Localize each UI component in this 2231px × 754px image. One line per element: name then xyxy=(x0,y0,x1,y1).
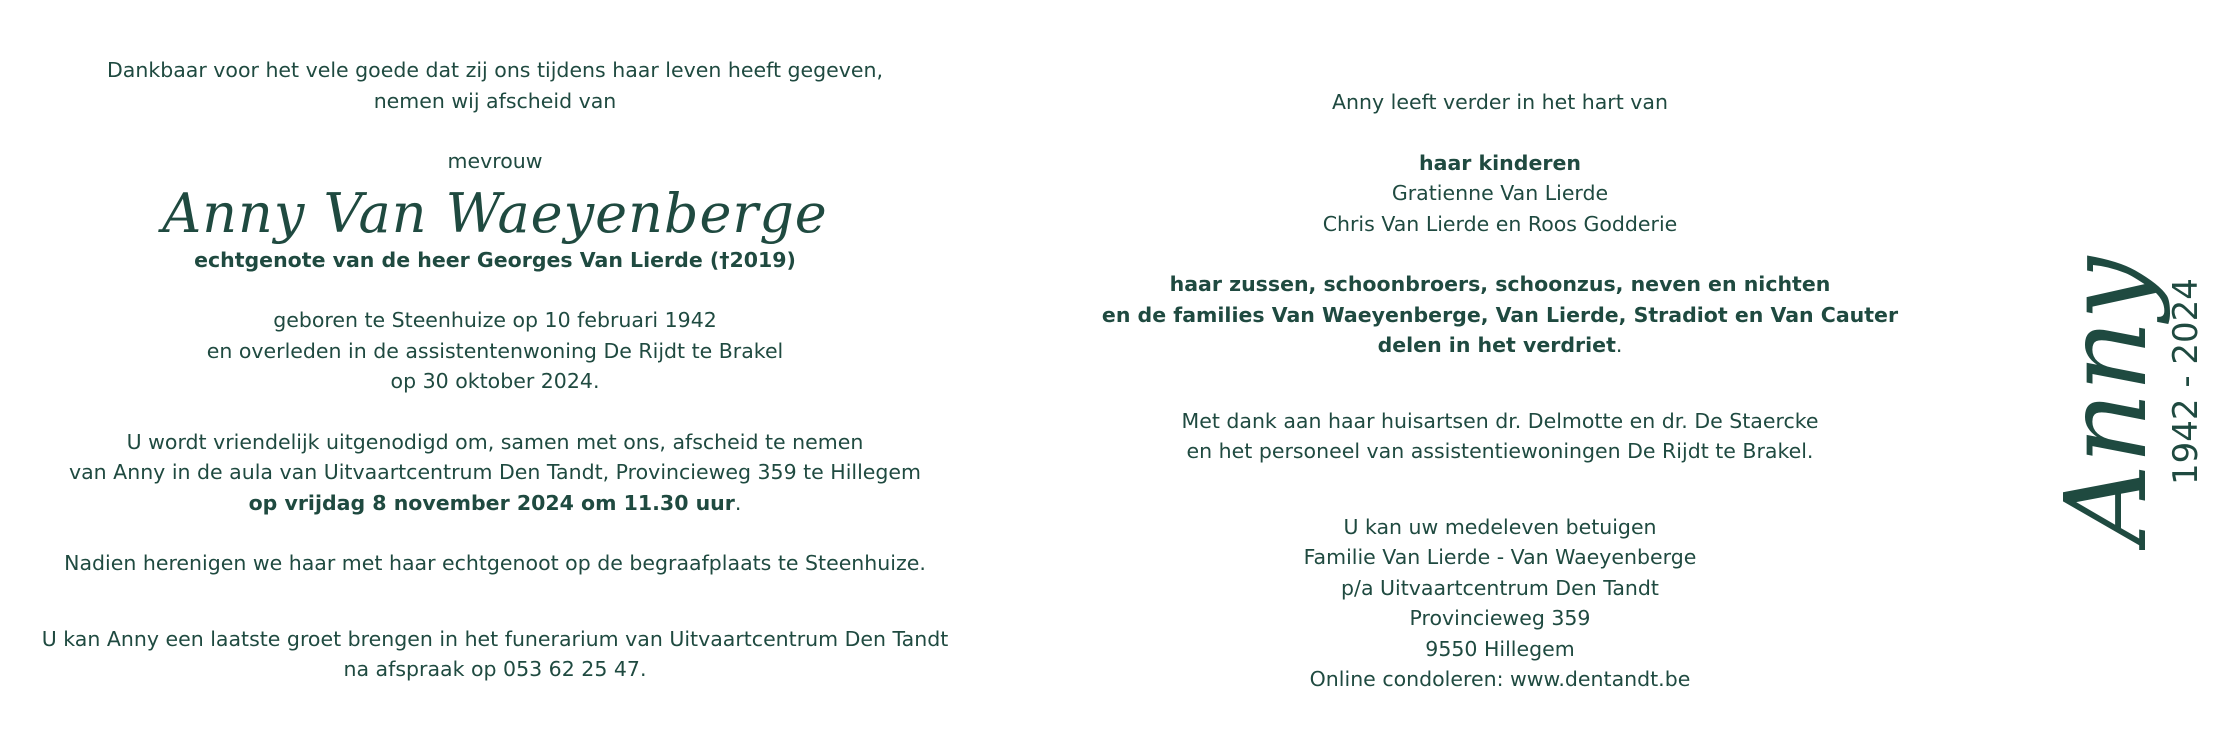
grief-text: delen in het verdriet xyxy=(1377,333,1616,357)
thanks-line: Met dank aan haar huisartsen dr. Delmotte en dr. De Staercke xyxy=(1181,408,1819,433)
visit-line: U kan Anny een laatste groet brengen in het funerarium van Uitvaartcentrum Den Tandt xyxy=(41,626,949,651)
right-panel xyxy=(1100,87,1900,695)
invite-line: U wordt vriendelijk uitgenodigd om, samen met ons, afscheid te nemen xyxy=(126,429,864,454)
died-date-line: op 30 oktober 2024. xyxy=(390,369,600,393)
address-line: p/a Uitvaartcentrum Den Tandt xyxy=(1341,575,1659,600)
child-line: Gratienne Van Lierde xyxy=(1391,181,1609,205)
born-line: geboren te Steenhuize op 10 februari 1942 xyxy=(273,308,717,332)
address-line: 9550 Hillegem xyxy=(1425,636,1575,661)
intro-line: nemen wij afscheid van xyxy=(373,88,617,113)
cover-emblem xyxy=(2040,210,2210,550)
thanks-line: en het personeel van assistentiewoningen De Rijdt te Brakel. xyxy=(1186,439,1814,463)
visit-line: na afspraak op 053 62 25 47. xyxy=(343,657,647,681)
invite-date-line xyxy=(30,488,960,519)
child-line: Chris Van Lierde en Roos Godderie xyxy=(1322,211,1678,236)
sympathy-line: U kan uw medeleven betuigen xyxy=(1343,514,1657,539)
period: . xyxy=(1615,333,1623,357)
online-condolence-line: Online condoleren: www.dentandt.be xyxy=(1309,667,1691,691)
died-line: en overleden in de assistentenwoning De Rijdt te Brakel xyxy=(206,338,784,363)
reunite-line: Nadien herenigen we haar met haar echtgenoot op de begraafplaats te Steenhuize. xyxy=(64,551,926,575)
period: . xyxy=(734,490,742,515)
lives-on-line: Anny leeft verder in het hart van xyxy=(1332,90,1668,114)
family-grief-line xyxy=(1100,330,1900,361)
cover-name: Anny xyxy=(2042,256,2172,545)
address-line: Provincieweg 359 xyxy=(1409,606,1591,630)
family-line: en de families Van Waeyenberge, Van Lierde, Stradiot en Van Cauter xyxy=(1101,302,1899,327)
intro-line: Dankbaar voor het vele goede dat zij ons tijdens haar leven heeft gegeven, xyxy=(106,58,884,82)
title-line: mevrouw xyxy=(447,149,543,173)
ceremony-datetime: op vrijdag 8 november 2024 om 11.30 uur xyxy=(248,490,735,515)
left-panel xyxy=(30,55,960,685)
family-line: haar zussen, schoonbroers, schoonzus, neven en nichten xyxy=(1169,272,1831,296)
children-heading: haar kinderen xyxy=(1419,150,1581,175)
spouse-line: echtgenote van de heer Georges Van Lierde (†2019) xyxy=(194,247,796,272)
cover-years: 1942 - 2024 xyxy=(2166,278,2206,485)
address-line: Familie Van Lierde - Van Waeyenberge xyxy=(1303,545,1697,569)
invite-line: van Anny in de aula van Uitvaartcentrum Den Tandt, Provincieweg 359 te Hillegem xyxy=(68,460,922,484)
deceased-name: Anny Van Waeyenberge xyxy=(162,181,828,245)
